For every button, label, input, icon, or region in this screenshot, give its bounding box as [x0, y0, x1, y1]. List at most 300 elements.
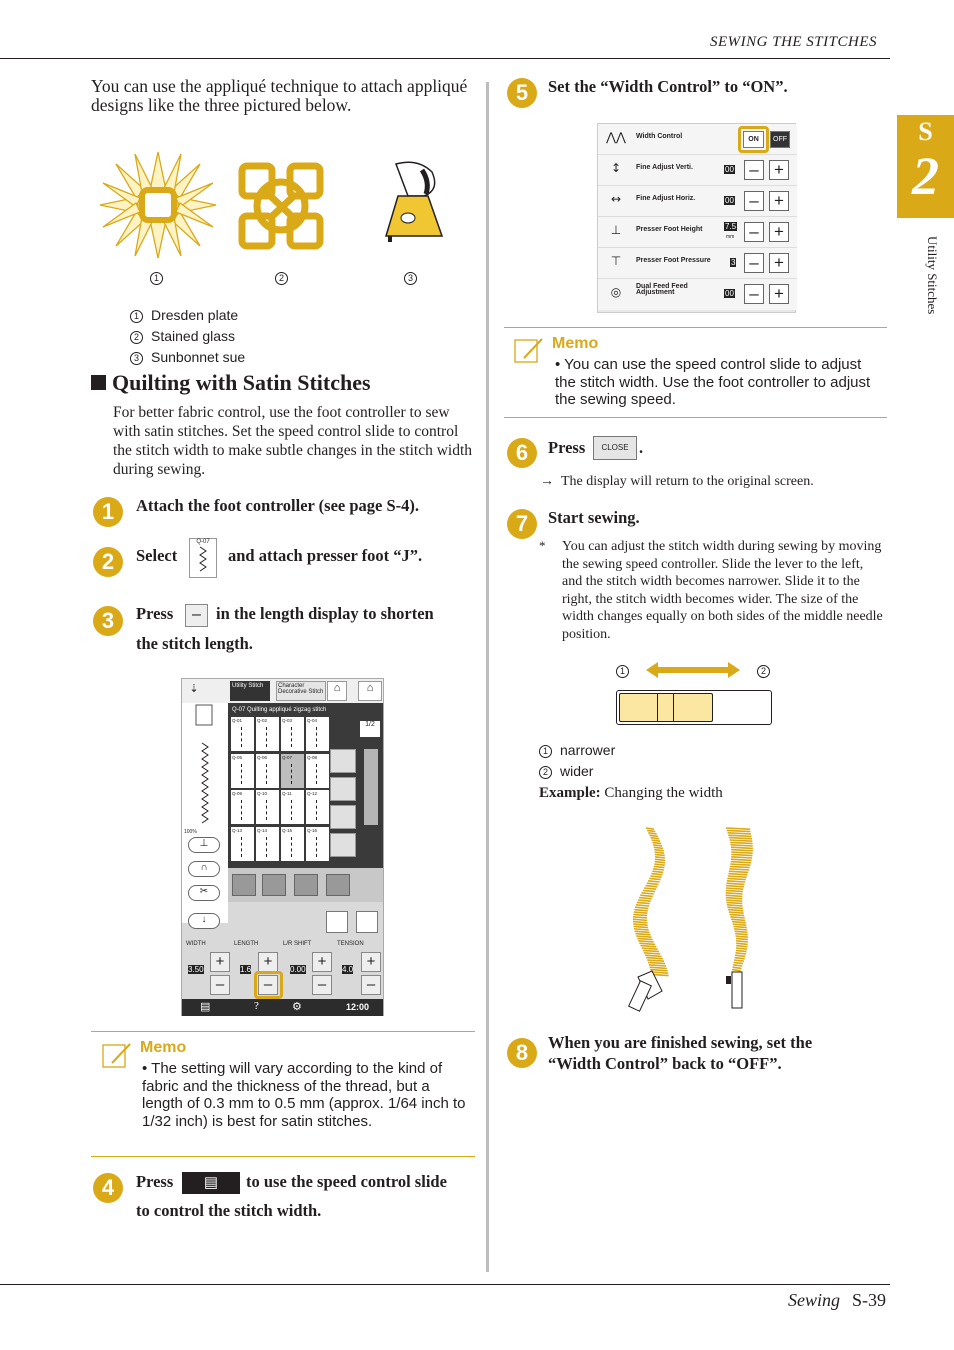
- tension-label: TENSION: [337, 941, 364, 947]
- caption-item: 1 Dresden plate: [130, 305, 245, 326]
- satin-stitch-mark: [643, 890, 655, 891]
- memo-1-title: Memo: [140, 1039, 187, 1056]
- satin-stitch-mark: [646, 958, 663, 959]
- stitch-icon: [291, 837, 294, 857]
- step-7-number: 7: [507, 509, 537, 539]
- stitch-icon: [241, 727, 244, 747]
- chapter-number: 2: [912, 146, 939, 206]
- stitch-cell-q-15[interactable]: [281, 827, 304, 861]
- satin-stitch-mark: [648, 833, 656, 834]
- needle-position-button[interactable]: ↓: [188, 913, 220, 929]
- dual-feed-minus-button[interactable]: –: [744, 284, 764, 304]
- tool-button[interactable]: [294, 874, 318, 896]
- tool-button[interactable]: [232, 874, 256, 896]
- step-8-text: When you are finished sewing, set the “Width Control” back to “OFF”.: [548, 1033, 813, 1073]
- width-control-off-button[interactable]: OFF: [770, 131, 790, 148]
- memo-2-title: Memo: [552, 335, 599, 352]
- column-divider: [486, 82, 489, 1272]
- step-2-number: 2: [93, 547, 123, 577]
- step-4-post: to use the speed control slide: [246, 1172, 447, 1191]
- width-value: 3.50: [188, 965, 204, 974]
- length-minus-lcd-button[interactable]: –: [258, 975, 278, 995]
- fine-verti-minus-button[interactable]: –: [744, 160, 764, 180]
- width-minus-button[interactable]: –: [210, 975, 230, 995]
- step-7-text: Start sewing.: [548, 508, 640, 527]
- grid-scrollbar[interactable]: [364, 749, 378, 825]
- caption-item: 2 wider: [539, 761, 615, 782]
- satin-stitch-mark: [655, 859, 665, 860]
- lr-minus-button[interactable]: –: [312, 975, 332, 995]
- satin-stitch-mark: [728, 910, 743, 911]
- satin-stitch-mark: [654, 864, 664, 865]
- satin-stitch-mark: [638, 941, 654, 942]
- slider-captions: [539, 740, 615, 782]
- double-arrow-icon: [646, 660, 740, 680]
- stitch-cell-q-02[interactable]: [256, 717, 279, 751]
- document-icon[interactable]: ▤: [200, 1001, 211, 1013]
- satin-stitch-mark: [654, 847, 663, 848]
- width-control-on-button[interactable]: ON: [743, 131, 764, 148]
- satin-stitch-mark: [733, 967, 742, 968]
- stitch-cell-q-16[interactable]: [306, 827, 329, 861]
- lcd-bottom-bar: [182, 999, 383, 1016]
- tool-button[interactable]: [330, 777, 356, 801]
- satin-stitch-mark: [642, 893, 654, 894]
- memo-2-pencil-icon: [514, 336, 544, 364]
- satin-stitch-mark: [650, 970, 667, 971]
- tension-minus-button[interactable]: –: [361, 975, 381, 995]
- tool-button[interactable]: [330, 805, 356, 829]
- satin-stitch-mark: [728, 874, 747, 875]
- satin-stitch-mark: [726, 888, 744, 889]
- satin-stitch-mark: [650, 967, 667, 968]
- memo-2-rule-bottom: [504, 417, 887, 418]
- width-label: WIDTH: [186, 941, 206, 947]
- stitch-code-label: Q-02: [257, 718, 268, 723]
- stitch-cell-q-01[interactable]: [231, 717, 254, 751]
- stitch-icon: [266, 800, 269, 820]
- satin-stitch-mark: [639, 943, 655, 944]
- foot-pressure-minus-button[interactable]: –: [744, 253, 764, 273]
- satin-stitch-mark: [730, 840, 753, 841]
- stitch-cell-q-13[interactable]: [231, 827, 254, 861]
- caption-item: 2 Stained glass: [130, 326, 245, 347]
- satin-stitch-mark: [732, 922, 746, 923]
- satin-stitch-mark: [730, 866, 750, 867]
- satin-stitch-mark: [726, 890, 743, 891]
- satin-stitch-mark: [652, 871, 663, 872]
- satin-stitch-mark: [633, 922, 647, 923]
- stitch-code-label: Q-11: [282, 791, 292, 796]
- header-rule: [0, 58, 890, 59]
- step-1-number: 1: [93, 497, 123, 527]
- satin-stitch-mark: [735, 934, 748, 935]
- satin-stitch-mark: [726, 886, 744, 887]
- satin-stitch-mark: [728, 833, 751, 834]
- caption-item: 1 narrower: [539, 740, 615, 761]
- page-indicator: 1/2: [360, 721, 380, 737]
- step-7-asterisk: *: [539, 538, 546, 553]
- satin-stitch-mark: [729, 869, 749, 870]
- step-7-note: You can adjust the stitch width during sewing by moving the sewing speed controller. Slide the lever to the left, and the stitch width becomes narrower. Slide it to the right, the stitch width becomes wider. The size of the width changes equally on both sides of the middle needle position.: [562, 539, 883, 642]
- satin-stitch-mark: [736, 941, 748, 942]
- satin-stitch-mark: [726, 898, 742, 899]
- satin-stitch-mark: [647, 883, 659, 884]
- sunbonnet-sue-illustration: [378, 158, 448, 244]
- step-3-pre: Press: [136, 604, 174, 623]
- needle-icon: ⇣: [189, 683, 199, 695]
- satin-stitch-illustration: [620, 822, 770, 1017]
- satin-stitch-mark: [633, 917, 647, 918]
- pencil-icon[interactable]: [326, 874, 350, 896]
- stitch-code-label: Q-06: [257, 754, 268, 760]
- satin-stitch-mark: [645, 955, 661, 956]
- satin-stitch-mark: [736, 948, 747, 949]
- footer-section: Sewing: [787, 1290, 840, 1310]
- stitch-header: Q-07 Quilting appliqué zigzag stitch: [232, 707, 327, 713]
- stitch-cell-q-03[interactable]: [281, 717, 304, 751]
- satin-stitch-mark: [736, 946, 747, 947]
- satin-stitch-mark: [648, 881, 660, 882]
- stitch-cell-q-14[interactable]: [256, 827, 279, 861]
- mirror-icon[interactable]: [262, 874, 286, 896]
- step-6-result: → The display will return to the original screen.: [540, 474, 814, 489]
- satin-stitch-mark: [647, 830, 655, 831]
- stitch-code-label: Q-03: [282, 718, 293, 723]
- satin-stitch-mark: [653, 845, 662, 846]
- satin-stitch-mark: [651, 874, 662, 875]
- satin-stitch-mark: [648, 962, 665, 963]
- stitch-code-label: Q-14: [257, 827, 268, 833]
- example-caption: Example: Changing the width: [539, 785, 723, 801]
- tab-character-stitch[interactable]: Character Decorative Stitch: [276, 681, 326, 701]
- chapter-tab: [897, 115, 954, 218]
- tool-button[interactable]: [356, 911, 378, 933]
- satin-stitch-mark: [733, 924, 747, 925]
- home-icon[interactable]: ⌂: [358, 681, 382, 701]
- satin-stitch-mark: [726, 893, 743, 894]
- step-2-pre: Select: [136, 546, 178, 565]
- header-title: SEWING THE STITCHES: [709, 34, 877, 50]
- document-button[interactable]: [182, 1172, 240, 1194]
- satin-stitch-mark: [733, 965, 742, 966]
- satin-stitch-mark: [729, 912, 744, 913]
- stitch-grid: [231, 717, 331, 863]
- satin-stitch-mark: [633, 919, 647, 920]
- edit-tools-row: [228, 868, 383, 902]
- step-8-number: 8: [507, 1038, 537, 1068]
- satin-stitch-mark: [727, 881, 745, 882]
- length-minus-button[interactable]: –: [185, 604, 208, 627]
- stitch-cell-q-11[interactable]: [281, 790, 304, 824]
- stitch-icon: [266, 764, 269, 784]
- satin-stitch-mark: [635, 934, 650, 935]
- stitch-preview: 100%: [182, 703, 228, 923]
- close-button[interactable]: CLOSE: [593, 436, 637, 460]
- satin-stitch-mark: [655, 862, 665, 863]
- satin-stitch-mark: [730, 842, 752, 843]
- stitch-icon: [316, 800, 319, 820]
- stitch-code-label: Q-07: [282, 754, 293, 760]
- satin-stitch-mark: [726, 895, 743, 896]
- step-3-post: in the length display to shorten: [216, 604, 434, 623]
- thread-button[interactable]: ∩: [188, 861, 220, 877]
- length-value: 1.6: [240, 965, 252, 974]
- footer-rule: [0, 1284, 890, 1285]
- clock: 12:00: [346, 1002, 370, 1012]
- satin-stitch-mark: [730, 917, 744, 918]
- settings-house-icon[interactable]: ⌂: [327, 681, 347, 701]
- tension-plus-button[interactable]: +: [361, 952, 381, 972]
- stitch-icon: [316, 727, 319, 747]
- satin-stitch-mark: [652, 842, 661, 843]
- satin-stitch-mark: [726, 902, 742, 903]
- fine-verti-plus-button[interactable]: +: [769, 160, 789, 180]
- satin-stitch-mark: [731, 859, 752, 860]
- satin-stitch-mark: [637, 902, 650, 903]
- satin-stitch-mark: [726, 900, 742, 901]
- lr-shift-label: L/R SHIFT: [283, 941, 312, 947]
- step-5-number: 5: [507, 78, 537, 108]
- satin-stitch-mark: [655, 854, 665, 855]
- width-control-panel: ⋀⋀ Width Control ON OFF ↕ Fine Adjust Verti. 00 – + ↔ Fine Adjust Horiz. 00 – + ⊥ Presser Foot Height 7.5 mm – + ⊤ Presser Foot Pressure 3 – + ◎ Dual Feed Feed Adjustment 00 – +: [597, 123, 796, 313]
- document-icon: ▤: [203, 1175, 219, 1191]
- satin-stitch-mark: [649, 878, 660, 879]
- step-2-post: and attach presser foot “J”.: [228, 546, 423, 565]
- tool-button[interactable]: [330, 833, 356, 857]
- caption-item: 3 Sunbonnet sue: [130, 347, 245, 368]
- satin-stitch-mark: [634, 929, 649, 930]
- figure-label-1: 1: [150, 272, 163, 285]
- help-icon[interactable]: ?: [254, 1000, 259, 1012]
- horizontal-arrow-icon: ↔: [610, 192, 622, 206]
- zigzag-stitch-icon: [190, 545, 216, 573]
- foot-height-minus-button[interactable]: –: [744, 222, 764, 242]
- footer: [788, 1290, 886, 1311]
- step-3-number: 3: [93, 606, 123, 636]
- dresden-plate-illustration: [98, 150, 218, 260]
- foot-pressure-plus-button[interactable]: +: [769, 253, 789, 273]
- stitch-cell-q-12[interactable]: [306, 790, 329, 824]
- stitch-icon: [316, 837, 319, 857]
- satin-stitch-mark: [733, 926, 746, 927]
- stitch-code-label: Q-10: [257, 791, 268, 796]
- stitch-q07-button[interactable]: Q-07: [189, 538, 217, 578]
- satin-stitch-mark: [640, 895, 652, 896]
- satin-stitch-mark: [651, 840, 660, 841]
- satin-stitch-mark: [655, 852, 665, 853]
- stitch-code-label: Q-08: [307, 754, 318, 760]
- satin-stitch-mark: [653, 869, 664, 870]
- stitch-icon: [291, 764, 294, 784]
- stitch-code-label: Q-01: [232, 718, 243, 723]
- satin-stitch-mark: [728, 835, 751, 836]
- satin-stitch-mark: [732, 970, 741, 971]
- satin-stitch-mark: [734, 962, 743, 963]
- length-plus-button[interactable]: +: [258, 952, 278, 972]
- design-captions: [130, 305, 245, 368]
- step-5-text: Set the “Width Control” to “ON”.: [548, 77, 788, 96]
- stitch-cell-q-10[interactable]: [256, 790, 279, 824]
- satin-stitch-mark: [654, 866, 665, 867]
- stitch-code-label: Q-09: [232, 791, 243, 796]
- section-title: Quilting with Satin Stitches: [91, 370, 371, 396]
- tool-button[interactable]: [326, 911, 348, 933]
- stitch-cell-q-07[interactable]: [281, 754, 304, 788]
- memo-1-rule-bottom: [91, 1156, 475, 1157]
- width-control-icon: ⋀⋀: [606, 130, 626, 144]
- stitch-icon: [291, 800, 294, 820]
- satin-stitch-mark: [643, 950, 659, 951]
- satin-stitch-mark: [646, 828, 654, 829]
- memo-2-rule-top: [504, 327, 887, 328]
- satin-stitch-mark: [645, 886, 657, 887]
- satin-stitch-mark: [731, 862, 751, 863]
- stitch-icon: [316, 764, 319, 784]
- step-6-pre: Press: [548, 438, 586, 457]
- satin-stitch-mark: [734, 929, 747, 930]
- memo-1-rule-top: [91, 1031, 475, 1032]
- dual-feed-plus-button[interactable]: +: [769, 284, 789, 304]
- speed-slider[interactable]: [616, 690, 772, 725]
- foot-height-plus-button[interactable]: +: [769, 222, 789, 242]
- figure-label-2: 2: [275, 272, 288, 285]
- lr-shift-value: 0.00: [290, 965, 306, 974]
- tension-value: 4.0: [342, 965, 354, 974]
- stitch-icon: [266, 727, 269, 747]
- tools-icon[interactable]: ⚙: [292, 1001, 302, 1013]
- step-4-number: 4: [93, 1173, 123, 1203]
- stitch-icon: [266, 837, 269, 857]
- satin-stitch-mark: [726, 828, 750, 829]
- satin-stitch-mark: [634, 926, 649, 927]
- satin-stitch-mark: [639, 898, 652, 899]
- length-label: LENGTH: [234, 941, 259, 947]
- satin-stitch-mark: [635, 931, 650, 932]
- scissors-icon[interactable]: ✂: [188, 885, 220, 901]
- stitch-icon: [291, 727, 294, 747]
- figure-label-3: 3: [404, 272, 417, 285]
- satin-stitch-mark: [731, 919, 745, 920]
- chapter-letter: S: [918, 117, 933, 146]
- satin-stitch-mark: [731, 857, 752, 858]
- memo-1-text: • The setting will vary according to the kind of fabric and the thickness of the thread, but a length of 0.3 mm to 0.5 mm (approx. 1/64 inch to 1/32 inch) is best for satin stitches.: [142, 1060, 466, 1130]
- satin-stitch-mark: [642, 948, 658, 949]
- stitch-icon: [241, 800, 244, 820]
- satin-stitch-mark: [654, 850, 663, 851]
- presser-foot-height-icon: ⊥: [610, 223, 622, 237]
- satin-stitch-mark: [729, 871, 748, 872]
- step-4-pre: Press: [136, 1172, 174, 1191]
- satin-stitch-mark: [731, 845, 753, 846]
- satin-stitch-mark: [731, 847, 753, 848]
- stitch-cell-q-05[interactable]: [231, 754, 254, 788]
- tool-button[interactable]: [330, 749, 356, 773]
- stitch-code-label: Q-16: [307, 827, 318, 833]
- stitch-code-label: Q-15: [282, 827, 293, 833]
- satin-stitch-mark: [735, 931, 748, 932]
- satin-stitch-mark: [734, 960, 744, 961]
- satin-stitch-mark: [727, 905, 743, 906]
- satin-stitch-mark: [731, 854, 752, 855]
- slider-fill: [619, 693, 713, 722]
- dual-feed-icon: ◎: [610, 285, 622, 299]
- satin-stitch-mark: [650, 838, 659, 839]
- width-plus-button[interactable]: +: [210, 952, 230, 972]
- satin-stitch-mark: [736, 936, 748, 937]
- stitch-code-label: Q-13: [232, 827, 243, 833]
- satin-stitch-mark: [634, 912, 648, 913]
- satin-stitch-mark: [736, 938, 748, 939]
- presser-foot-button[interactable]: ⊥: [188, 837, 220, 853]
- satin-stitch-mark: [635, 907, 648, 908]
- satin-stitch-mark: [726, 883, 744, 884]
- satin-stitch-mark: [649, 835, 657, 836]
- satin-stitch-mark: [730, 864, 750, 865]
- satin-stitch-mark: [735, 955, 745, 956]
- satin-stitch-mark: [637, 938, 652, 939]
- section-body: For better fabric control, use the foot controller to sew with satin stitches. Set the speed control slide to control the stitch width to make subtle changes in the stitch width during sewing.: [113, 404, 473, 478]
- satin-stitch-mark: [634, 910, 647, 911]
- satin-stitch-mark: [736, 953, 746, 954]
- stitch-cell-q-08[interactable]: [306, 754, 329, 788]
- stitch-code-label: Q-12: [307, 791, 318, 796]
- satin-stitch-mark: [633, 914, 647, 915]
- page-number: S-39: [851, 1290, 886, 1310]
- satin-stitch-mark: [727, 830, 751, 831]
- satin-stitch-mark: [736, 943, 748, 944]
- stitch-cell-q-06[interactable]: [256, 754, 279, 788]
- satin-stitch-mark: [727, 907, 742, 908]
- stitch-code-label: Q-04: [307, 718, 318, 723]
- memo-1-pencil-icon: [102, 1041, 132, 1069]
- satin-stitch-mark: [730, 914, 745, 915]
- satin-stitch-mark: [649, 965, 666, 966]
- satin-stitch-mark: [633, 924, 647, 925]
- stitch-icon: [241, 764, 244, 784]
- satin-stitch-mark: [735, 958, 745, 959]
- presser-foot-pressure-icon: ⊤: [610, 254, 622, 268]
- lr-plus-button[interactable]: +: [312, 952, 332, 972]
- fine-horiz-plus-button[interactable]: +: [769, 191, 789, 211]
- satin-stitch-mark: [641, 946, 657, 947]
- fine-horiz-minus-button[interactable]: –: [744, 191, 764, 211]
- satin-stitch-mark: [729, 838, 752, 839]
- satin-stitch-mark: [728, 876, 747, 877]
- satin-stitch-mark: [636, 905, 649, 906]
- intro-text: You can use the appliqué technique to attach appliqué designs like the three pictured below.: [91, 76, 468, 115]
- step-1-text: Attach the foot controller (see page S-4).: [136, 496, 420, 515]
- satin-stitch-mark: [731, 850, 753, 851]
- step-6-post: .: [639, 438, 644, 457]
- stained-glass-illustration: [236, 160, 326, 252]
- stitch-cell-q-04[interactable]: [306, 717, 329, 751]
- satin-stitch-mark: [736, 950, 747, 951]
- tab-utility-stitch[interactable]: Utility Stitch: [230, 681, 270, 701]
- step-6-number: 6: [507, 438, 537, 468]
- satin-stitch-mark: [647, 960, 664, 961]
- vertical-arrow-icon: ↕: [610, 161, 622, 175]
- stitch-cell-q-09[interactable]: [231, 790, 254, 824]
- lcd-screen: [181, 678, 384, 1016]
- slider-label-1: 1: [616, 665, 629, 678]
- satin-stitch-mark: [636, 936, 651, 937]
- satin-stitch-mark: [650, 876, 661, 877]
- step-3-post2: the stitch length.: [136, 634, 253, 653]
- side-label: Utility Stitches: [925, 236, 940, 315]
- satin-stitch-mark: [644, 888, 656, 889]
- satin-stitch-mark: [731, 852, 752, 853]
